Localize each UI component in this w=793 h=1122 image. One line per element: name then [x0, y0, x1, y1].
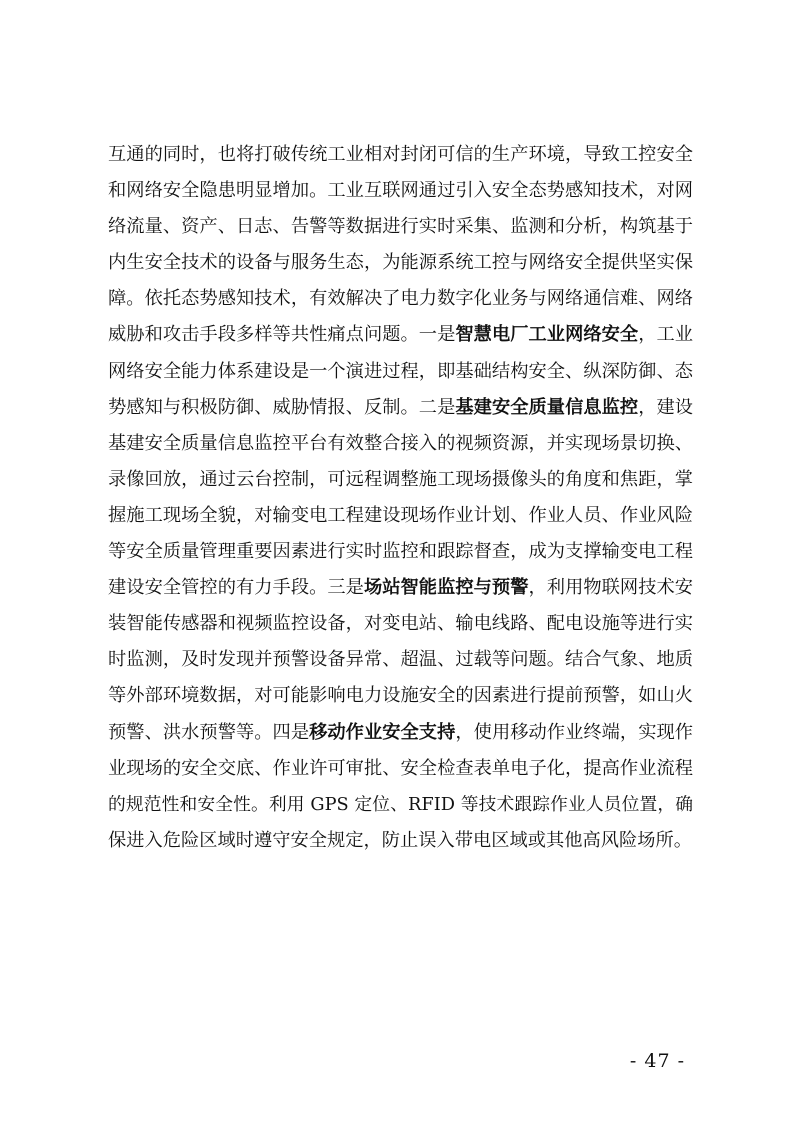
text-run: 络流量、资产、日志、告警等数据进行实时采集、监测和分析，构筑基于 [108, 216, 693, 238]
text-run: 录像回放，通过云台控制，可远程调整施工现场摄像头的角度和焦距，掌 [108, 468, 693, 490]
text-line [108, 317, 693, 353]
text-line [108, 678, 693, 714]
bold-heading: 移动作业安全支持 [309, 721, 456, 743]
text-run: 障。依托态势感知技术，有效解决了电力数字化业务与网络通信难、网络 [108, 288, 693, 310]
text-run: 装智能传感器和视频监控设备，对变电站、输电线路、配电设施等进行实 [108, 613, 693, 635]
text-run: 时监测，及时发现并预警设备异常、超温、过载等问题。结合气象、地质 [108, 649, 693, 671]
text-run: 和网络安全隐患明显增加。工业互联网通过引入安全态势感知技术，对网 [108, 180, 693, 202]
text-line [108, 534, 693, 570]
page-number: - 47 - [629, 1050, 685, 1072]
text-line [108, 426, 693, 462]
text-line [108, 787, 693, 823]
text-run: ，建设 [638, 396, 694, 418]
text-line [108, 354, 693, 390]
text-run: 等外部环境数据，对可能影响电力设施安全的因素进行提前预警，如山火 [108, 685, 693, 707]
text-line [108, 823, 693, 859]
text-line [108, 390, 693, 426]
text-run: 内生安全技术的设备与服务生态，为能源系统工控与网络安全提供坚实保 [108, 252, 693, 274]
text-run: 威胁和攻击手段多样等共性痛点问题。一是 [108, 324, 456, 346]
text-line [108, 209, 693, 245]
text-run: 业现场的安全交底、作业许可审批、安全检查表单电子化，提高作业流程 [108, 757, 693, 779]
text-run: 互通的同时，也将打破传统工业相对封闭可信的生产环境，导致工控安全 [108, 144, 693, 165]
text-run: 等安全质量管理重要因素进行实时监控和跟踪督查，成为支撑输变电工程 [108, 541, 693, 563]
text-run: 保进入危险区域时遵守安全规定，防止误入带电区域或其他高风险场所。 [108, 829, 692, 851]
text-line [108, 715, 693, 751]
text-line [108, 498, 693, 534]
bold-heading: 基建安全质量信息监控 [455, 396, 639, 418]
text-run: 势感知与积极防御、威胁情报、反制。二是 [108, 396, 456, 418]
bold-heading: 智慧电厂工业网络安全 [455, 324, 639, 346]
text-line [108, 462, 693, 498]
text-line [108, 137, 693, 173]
bold-heading: 场站智能监控与预警 [363, 577, 529, 599]
text-run: 握施工现场全貌，对输变电工程建设现场作业计划、作业人员、作业风险 [108, 504, 693, 526]
text-run: ，工业 [638, 324, 694, 346]
text-run: 预警、洪水预警等。四是 [108, 721, 310, 743]
text-run: 的规范性和安全性。利用 GPS 定位、RFID 等技术跟踪作业人员位置，确 [108, 794, 693, 815]
text-line [108, 173, 693, 209]
text-run: ，利用物联网技术安 [528, 577, 694, 599]
text-run: 网络安全能力体系建设是一个演进过程，即基础结构安全、纵深防御、态 [108, 360, 693, 382]
text-line [108, 570, 693, 606]
text-run: ，使用移动作业终端，实现作 [455, 721, 694, 743]
text-run: 建设安全管控的有力手段。三是 [108, 577, 364, 599]
text-line [108, 606, 693, 642]
text-line [108, 751, 693, 787]
body-text [108, 137, 693, 859]
text-line [108, 642, 693, 678]
text-line [108, 245, 693, 281]
text-line [108, 281, 693, 317]
text-run: 基建安全质量信息监控平台有效整合接入的视频资源，并实现场景切换、 [108, 432, 693, 454]
